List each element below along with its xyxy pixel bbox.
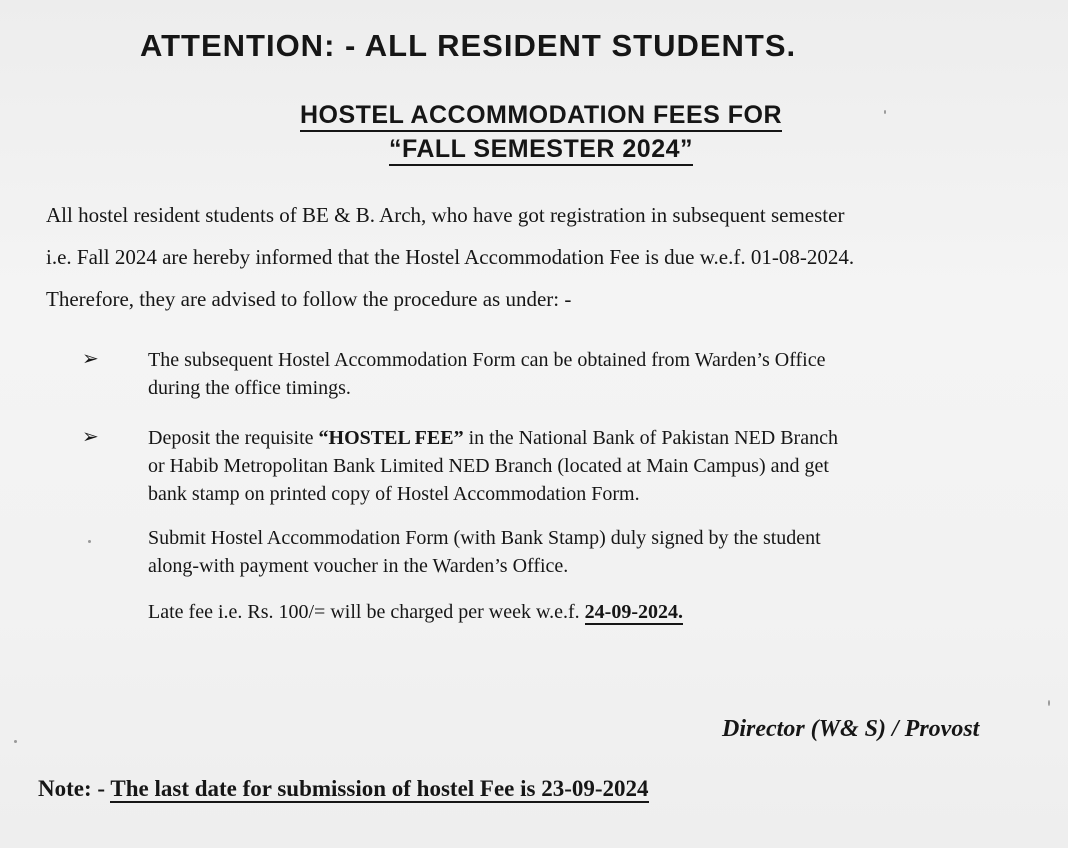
late-fee-text: Late fee i.e. Rs. 100/= will be charged per week w.e.f. bbox=[148, 601, 585, 623]
scan-speck bbox=[14, 740, 17, 743]
signatory-title: Director (W& S) / Provost bbox=[722, 716, 980, 742]
scan-speck bbox=[1048, 700, 1050, 706]
item-4-line bbox=[148, 598, 1038, 626]
note-text: The last date for submission of hostel Fee is 23-09-2024 bbox=[110, 776, 649, 801]
subheading-line-1: HOSTEL ACCOMMODATION FEES FOR bbox=[300, 100, 782, 132]
late-fee-date: 24-09-2024. bbox=[584, 601, 683, 623]
item-2-line-1-pre: Deposit the requisite bbox=[148, 427, 319, 449]
note-label: Note: - bbox=[38, 776, 111, 801]
item-1-line-2: during the office timings. bbox=[148, 377, 351, 399]
hostel-fee-emphasis: “HOSTEL FEE” bbox=[318, 427, 464, 449]
procedure-item-1 bbox=[148, 346, 1038, 402]
deadline-note bbox=[38, 776, 649, 802]
scan-speck bbox=[88, 540, 91, 543]
item-2-line-1-post: in the National Bank of Pakistan NED Branch bbox=[463, 427, 838, 449]
arrow-bullet-icon: ➢ bbox=[82, 426, 99, 448]
intro-line-3: Therefore, they are advised to follow the procedure as under: - bbox=[46, 287, 572, 311]
item-2-line-3: bank stamp on printed copy of Hostel Accommodation Form. bbox=[148, 483, 640, 505]
item-2-line-2: or Habib Metropolitan Bank Limited NED Branch (located at Main Campus) and get bbox=[148, 455, 829, 477]
intro-line-2: i.e. Fall 2024 are hereby informed that the Hostel Accommodation Fee is due w.e.f. 01-08-2024. bbox=[46, 245, 855, 269]
scan-speck bbox=[884, 110, 886, 114]
item-3-line-2: along-with payment voucher in the Warden’s Office. bbox=[148, 555, 569, 577]
item-3-line-1: Submit Hostel Accommodation Form (with Bank Stamp) duly signed by the student bbox=[148, 527, 821, 549]
notice-heading: ATTENTION: - ALL RESIDENT STUDENTS. bbox=[140, 28, 797, 63]
intro-line-1: All hostel resident students of BE & B. Arch, who have got registration in subsequent semester bbox=[46, 203, 845, 227]
item-2-line-1 bbox=[148, 424, 1038, 452]
arrow-bullet-icon: ➢ bbox=[82, 348, 99, 370]
procedure-item-4 bbox=[148, 598, 1038, 626]
procedure-item-3 bbox=[148, 524, 1038, 580]
procedure-item-2 bbox=[148, 424, 1038, 508]
subheading-line-2: “FALL SEMESTER 2024” bbox=[389, 134, 693, 166]
intro-paragraph bbox=[46, 194, 1031, 320]
item-1-line-1: The subsequent Hostel Accommodation Form can be obtained from Warden’s Office bbox=[148, 349, 826, 371]
notice-subheading bbox=[236, 98, 846, 166]
